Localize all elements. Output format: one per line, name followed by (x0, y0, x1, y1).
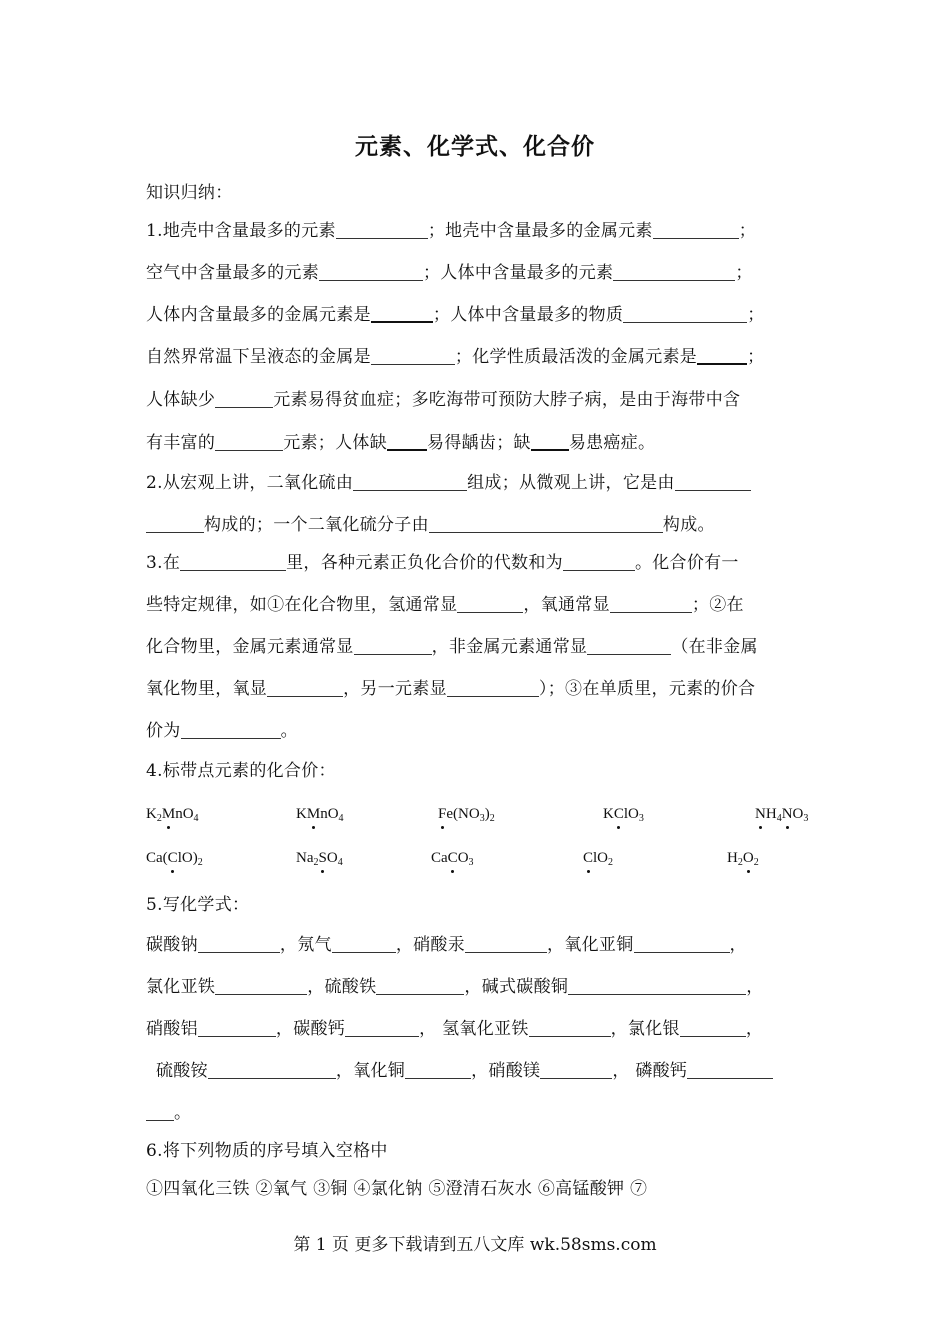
answer-blank[interactable] (687, 1059, 773, 1079)
answer-blank[interactable] (215, 431, 283, 451)
q1-line-6: 有丰富的 元素；人体缺 易得龋齿；缺 易患癌症。 (146, 428, 655, 453)
answer-blank[interactable] (653, 219, 739, 239)
answer-blank[interactable] (198, 1017, 276, 1037)
formula-ca-clo-2: $Ca(ClO)_2$ (146, 850, 203, 868)
formula-fe-no3-2: $Fe(NO_3)_2$ (438, 806, 495, 824)
answer-blank[interactable] (540, 1059, 612, 1079)
q3-line-1: 3.在 里，各种元素正负化合价的代数和为 。化合价有一 (146, 553, 739, 573)
answer-blank[interactable] (610, 593, 692, 613)
q1-line-1: 1.地壳中含量最多的元素 ；地壳中含量最多的金属元素 ； (146, 221, 757, 241)
answer-blank[interactable] (353, 471, 467, 491)
answer-blank[interactable] (613, 261, 735, 281)
answer-blank[interactable] (319, 261, 423, 281)
page-title: 元素、化学式、化合价 (355, 134, 595, 160)
answer-blank[interactable] (697, 344, 747, 365)
answer-blank[interactable] (146, 1101, 174, 1121)
q6-items: ①四氧化三铁 ②氧气 ③铜 ④氯化钠 ⑤澄清石灰水 ⑥高锰酸钾 ⑦ (146, 1179, 648, 1199)
answer-blank[interactable] (623, 303, 747, 323)
formula-clo2: ClO$_2$ (583, 850, 614, 868)
q1-line-2: 空气中含量最多的元素 ；人体中含量最多的元素 ； (146, 263, 753, 283)
answer-blank[interactable] (563, 551, 635, 571)
answer-blank[interactable] (198, 933, 280, 953)
answer-blank[interactable] (529, 1017, 611, 1037)
answer-blank[interactable] (531, 430, 569, 451)
answer-blank[interactable] (180, 551, 286, 571)
page-footer: 第 1 页 更多下载请到五八文库 wk.58sms.com (293, 1235, 657, 1255)
q4-heading: 4.标带点元素的化合价： (146, 761, 336, 781)
q6-heading: 6.将下列物质的序号填入空格中 (146, 1141, 388, 1161)
formula-nh4no3: $NH_4NO_3$ (755, 806, 809, 824)
formula-na2so4: $Na_2SO_4$ (296, 850, 343, 868)
q2-line-2: 构成的；一个二氧化硫分子由 构成。 (146, 510, 715, 535)
answer-blank[interactable] (465, 933, 547, 953)
answer-blank[interactable] (345, 1017, 419, 1037)
answer-blank[interactable] (371, 302, 433, 323)
answer-blank[interactable] (429, 513, 663, 533)
q5-line-3: 硝酸铝 ，碳酸钙 ， 氢氧化亚铁 ，氯化银 ， (146, 1019, 764, 1039)
answer-blank[interactable] (208, 1059, 336, 1079)
answer-blank[interactable] (371, 345, 455, 365)
answer-blank[interactable] (675, 471, 751, 491)
formula-kmno4: KMnO$_4$ (296, 806, 344, 824)
q3-line-2: 些特定规律，如①在化合物里，氢通常显 ，氧通常显 ；②在 (146, 595, 744, 615)
answer-blank[interactable] (354, 635, 432, 655)
q5-line-4: 硫酸铵 ，氧化铜 ，硝酸镁 ， 磷酸钙 (156, 1056, 773, 1081)
answer-blank[interactable] (405, 1059, 471, 1079)
q3-line-5: 价为 。 (146, 721, 298, 741)
q1-line-5: 人体缺少 元素易得贫血症；多吃海带可预防大脖子病，是由于海带中含 (146, 390, 741, 410)
answer-blank[interactable] (332, 933, 396, 953)
answer-blank[interactable] (267, 677, 343, 697)
formula-caco3: CaCO$_3$ (431, 850, 474, 868)
q5-line-2: 氯化亚铁 ，硫酸铁 ，碱式碳酸铜 ， (146, 977, 764, 997)
q1-line-3: 人体内含量最多的金属元素是 ；人体中含量最多的物质 ； (146, 300, 765, 325)
q5-line-5: 。 (146, 1098, 191, 1123)
answer-blank[interactable] (387, 430, 427, 451)
q3-line-3: 化合物里，金属元素通常显 ，非金属元素通常显 （在非金属 (146, 637, 758, 657)
answer-blank[interactable] (215, 975, 307, 995)
answer-blank[interactable] (181, 719, 281, 739)
formula-k2mno4: $K_2MnO_4$ (146, 806, 199, 824)
answer-blank[interactable] (146, 513, 204, 533)
answer-blank[interactable] (587, 635, 671, 655)
formula-h2o2: $H_2O_2$ (727, 850, 759, 868)
q1-line-4: 自然界常温下呈液态的金属是 ；化学性质最活泼的金属元素是 ； (146, 342, 764, 367)
answer-blank[interactable] (634, 933, 730, 953)
formula-kclo3: KClO$_3$ (603, 806, 644, 824)
answer-blank[interactable] (336, 219, 428, 239)
answer-blank[interactable] (376, 975, 464, 995)
section-heading: 知识归纳： (146, 183, 233, 203)
answer-blank[interactable] (447, 677, 539, 697)
answer-blank[interactable] (457, 593, 523, 613)
answer-blank[interactable] (215, 388, 273, 408)
q2-line-1: 2.从宏观上讲，二氧化硫由 组成；从微观上讲，它是由 (146, 468, 751, 493)
answer-blank[interactable] (568, 975, 746, 995)
q3-line-4: 氧化物里，氧显 ，另一元素显 ）；③在单质里，元素的价合 (146, 679, 756, 699)
answer-blank[interactable] (680, 1017, 746, 1037)
q5-heading: 5.写化学式： (146, 895, 250, 915)
q5-line-1: 碳酸钠 ，氖气 ，硝酸汞 ，氧化亚铜 ， (146, 935, 747, 955)
